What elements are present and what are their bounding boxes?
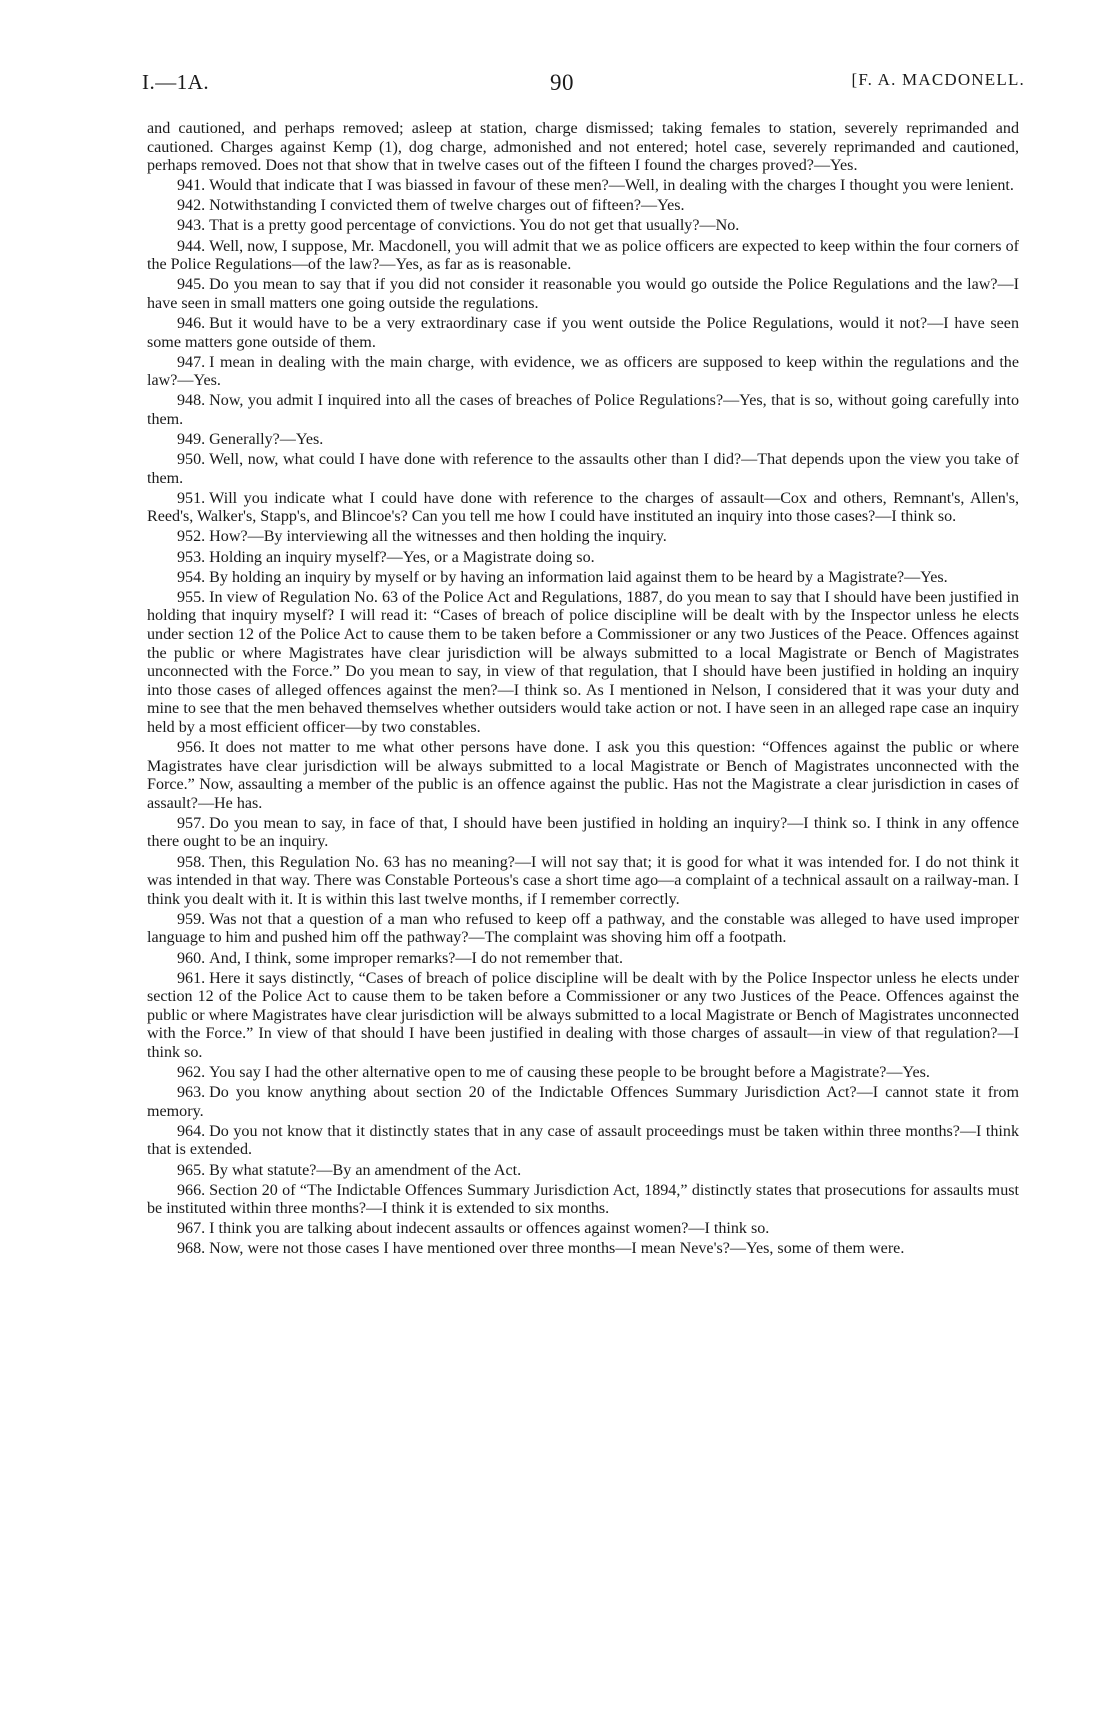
question-number: 942. [177,197,206,215]
question-number: 950. [177,451,206,469]
question-paragraph [147,1162,1019,1181]
question-paragraph [147,431,1019,450]
question-number: 966. [177,1181,206,1199]
question-paragraph [147,354,1019,391]
question-text: Now, you admit I inquired into all the cases of breaches of Police Regulations?—Yes, that is so, without going carefully into them. [147,392,1019,428]
question-text: Section 20 of “The Indictable Offences Summary Jurisdiction Act, 1894,” distinctly states that prosecutions for assaults must be instituted within three months?—I think it is extended to six months. [147,1181,1019,1218]
question-paragraph [147,451,1019,488]
question-number: 957. [177,814,206,832]
question-text: By holding an inquiry by myself or by having an information laid against them to be heard by a Magistrate?—Yes. [209,568,948,586]
question-paragraph [147,815,1019,852]
question-text: Well, now, what could I have done with reference to the assaults other than I did?—That depends upon the view you take of them. [147,451,1019,487]
question-paragraph [147,1084,1019,1121]
question-number: 953. [177,548,206,566]
question-text: Do you know anything about section 20 of the Indictable Offences Summary Jurisdiction Act?—I cannot state it from memory. [147,1084,1019,1120]
question-paragraph [147,854,1019,910]
question-text: That is a pretty good percentage of convictions. You do not get that usually?—No. [209,217,740,235]
question-paragraph [147,549,1019,568]
question-paragraph [147,315,1019,352]
question-paragraph [147,197,1019,216]
page-header [142,62,1025,98]
question-paragraph [147,589,1019,738]
question-paragraph [147,392,1019,429]
question-text: I mean in dealing with the main charge, with evidence, we as officers are supposed to keep within the regulations and the law?—Yes. [147,353,1019,390]
question-number: 956. [177,739,206,756]
question-paragraph [147,1064,1019,1083]
question-paragraph [147,1240,1019,1259]
question-paragraph [147,1220,1019,1239]
question-paragraph [147,217,1019,236]
document-body [147,120,1019,1259]
question-paragraph [147,911,1019,948]
question-text: Generally?—Yes. [209,431,324,448]
question-paragraph [147,1182,1019,1219]
question-number: 952. [177,528,206,546]
question-text: In view of Regulation No. 63 of the Police Act and Regulations, 1887, do you mean to say that I should have been justified in holding that inquiry myself? I will read it: “Cases of breach of police discipline will be dealt with by the Inspector unless he elects under section 12 of the Police Act to cause them to be taken before a Commissioner or any two Justices of the Peace. Offences against the public or where Magistrates have clear jurisdiction will be always submitted to a local Magistrate or Bench of Magistrates unconnected with the Force.” Do you mean to say, in view of that regulation, that I should have been justified in holding an inquiry into those cases of alleged offences against the men?—I think so. As I mentioned in Nelson, I considered that it was your duty and mine to see that the men behaved themselves whether outsiders would take action or not. I have seen in an alleged rape case an inquiry held by a most efficient officer—by two constables. [147,588,1019,736]
question-number: 947. [177,353,206,371]
document-page [142,62,1025,1261]
question-text: Here it says distinctly, “Cases of breach of police discipline will be dealt with by the Police Inspector unless he elects under section 12 of the Police Act to cause them to be taken before a Commissioner or any two Justices of the Peace. Offences against the public or where Magistrates have clear jurisdiction will be always submitted to a local Magistrate or Bench of Magistrates unconnected with the Force.” In view of that should I have been justified in dealing with those charges of assault—in view of that regulation?—I think so. [147,969,1019,1061]
question-text: How?—By interviewing all the witnesses and then holding the inquiry. [209,528,667,546]
question-number: 960. [177,949,206,967]
question-paragraph [147,950,1019,969]
question-number: 948. [177,392,206,410]
question-number: 954. [177,568,206,586]
question-paragraph [147,1123,1019,1160]
question-number: 961. [177,969,206,987]
question-number: 965. [177,1161,206,1179]
question-text: Will you indicate what I could have done with reference to the charges of assault—Cox and others, Remnant's, Allen's, Reed's, Walker's, Stapp's, and Blincoe's? Can you tell me how I could have instituted an inquiry into those cases?—I think so. [147,489,1019,526]
question-number: 941. [177,177,206,195]
question-paragraph [147,276,1019,313]
question-number: 959. [177,910,206,928]
question-number: 962. [177,1064,206,1082]
question-text: I think you are talking about indecent assaults or offences against women?—I think so. [209,1220,770,1238]
question-text: Was not that a question of a man who refused to keep off a pathway, and the constable was alleged to have used improper language to him and pushed him off the pathway?—The complaint was shoving him off a footpath. [147,910,1019,947]
question-text: Would that indicate that I was biassed in favour of these men?—Well, in dealing with the charges I thought you were lenient. [209,177,1014,195]
question-paragraph [147,490,1019,527]
question-number: 964. [177,1122,206,1140]
question-number: 968. [177,1240,206,1258]
question-paragraph [147,177,1019,196]
question-text: It does not matter to me what other persons have done. I ask you this question: “Offences against the public or where Magistrates have clear jurisdiction will be always submitted to a local Magistrate or Bench of Magistrates unconnected with the Force.” Now, assaulting a member of the public is an offence against the public. Has not the Magistrate a clear jurisdiction in cases of assault?—He has. [147,739,1019,812]
question-text: Do you mean to say that if you did not consider it reasonable you would go outside the Police Regulations and the law?—I have seen in small matters one going outside the regulations. [147,276,1019,312]
question-number: 943. [177,217,206,235]
question-number: 967. [177,1220,206,1238]
intro-paragraph: and cautioned, and perhaps removed; asleep at station, charge dismissed; taking females to station, severely reprimanded and cautioned. Charges against Kemp (1), dog charge, admonished and not entered; hotel case, severely reprimanded and cautioned, perhaps removed. Does not that show that in twelve cases out of the fifteen I found the charges proved?—Yes. [147,120,1019,175]
question-number: 946. [177,314,206,332]
document-reference: I.—1A. [142,70,210,94]
question-text: Now, were not those cases I have mentioned over three months—I mean Neve's?—Yes, some of them were. [209,1240,905,1258]
question-text: And, I think, some improper remarks?—I do not remember that. [209,949,624,967]
question-number: 944. [177,237,206,255]
question-number: 958. [177,853,206,871]
question-paragraph [147,528,1019,547]
question-paragraph [147,739,1019,813]
question-text: Then, this Regulation No. 63 has no meaning?—I will not say that; it is good for what it was intended for. I do not think it was intended in that way. There was Constable Porteous's case a short time ago—a complaint of a technical assault on a railway-man. I think you dealt with it. It is within this last twelve months, if I remember correctly. [147,853,1019,908]
question-text: By what statute?—By an amendment of the Act. [209,1161,522,1179]
question-paragraph [147,970,1019,1063]
question-paragraph [147,238,1019,275]
page-number: 90 [550,70,574,95]
question-text: Do you not know that it distinctly states that in any case of assault proceedings must be taken within three months?—I think that is extended. [147,1122,1019,1159]
question-number: 963. [177,1084,206,1102]
question-paragraph [147,569,1019,588]
question-number: 951. [177,489,206,507]
question-text: You say I had the other alternative open to me of causing these people to be brought before a Magistrate?—Yes. [209,1064,930,1082]
question-number: 955. [177,588,206,606]
witness-name: [F. A. MACDONELL. [851,70,1025,89]
question-list [147,177,1019,1259]
question-text: Notwithstanding I convicted them of twelve charges out of fifteen?—Yes. [209,197,685,215]
question-text: But it would have to be a very extraordinary case if you went outside the Police Regulations, would it not?—I have seen some matters gone outside of them. [147,314,1019,351]
question-number: 949. [177,431,206,448]
question-number: 945. [177,276,206,294]
question-text: Holding an inquiry myself?—Yes, or a Magistrate doing so. [209,548,595,566]
question-text: Do you mean to say, in face of that, I should have been justified in holding an inquiry?—I think so. I think in any offence there ought to be an inquiry. [147,814,1019,851]
question-text: Well, now, I suppose, Mr. Macdonell, you will admit that we as police officers are expected to keep within the four corners of the Police Regulations—of the law?—Yes, as far as is reasonable. [147,237,1019,274]
